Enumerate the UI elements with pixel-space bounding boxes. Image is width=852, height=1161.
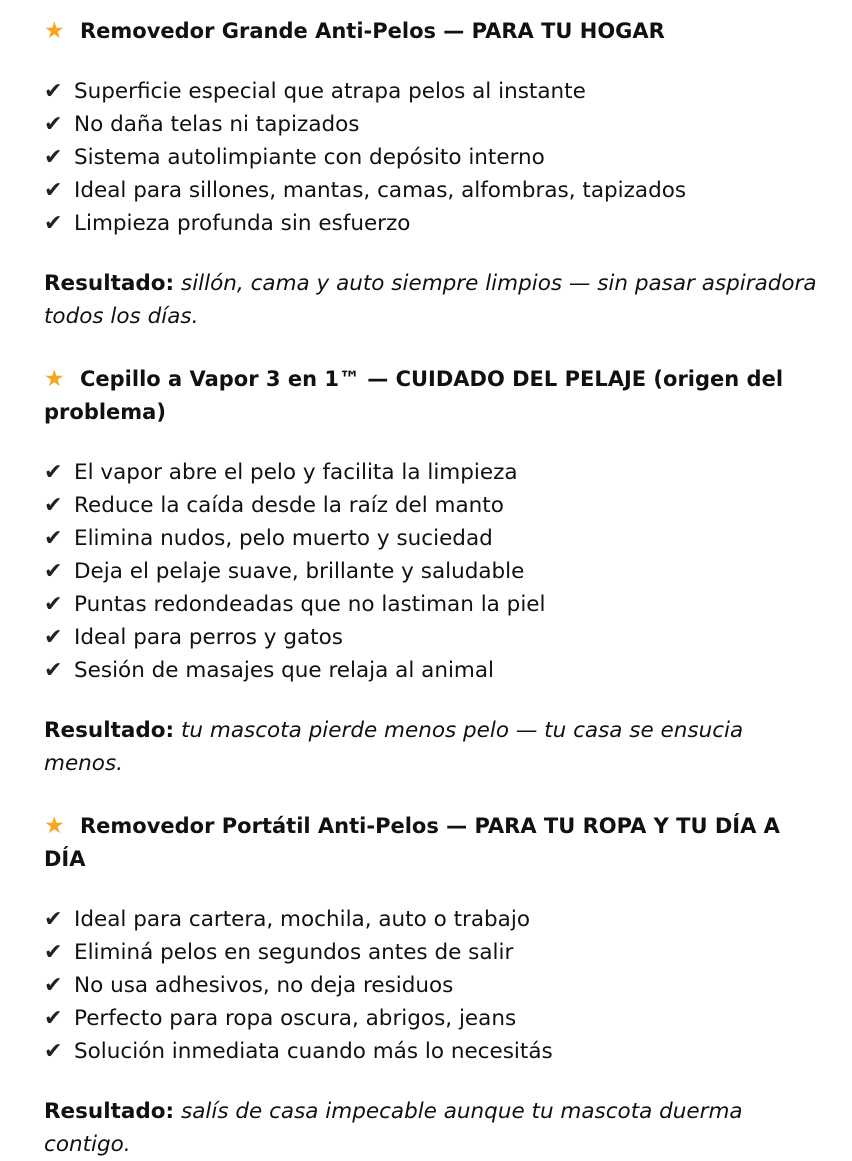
feature-list: [44, 903, 822, 1068]
checkmark-icon: ✔: [44, 907, 63, 932]
result-text: salís de casa impecable aunque tu mascota duerma contigo.: [44, 1099, 743, 1157]
list-item-text: El vapor abre el pelo y facilita la limpieza: [74, 460, 518, 485]
checkmark-icon: ✔: [44, 112, 63, 137]
checkmark-icon: ✔: [44, 559, 63, 584]
checkmark-icon: ✔: [44, 145, 63, 170]
section-title-text: Cepillo a Vapor 3 en 1™ — CUIDADO DEL PELAJE (origen del problema): [44, 367, 784, 424]
checkmark-icon: ✔: [44, 1039, 63, 1064]
list-item: [44, 75, 822, 108]
checkmark-icon: ✔: [44, 973, 63, 998]
list-item-text: Reduce la caída desde la raíz del manto: [74, 493, 504, 518]
checkmark-icon: ✔: [44, 460, 63, 485]
section-removedor-portatil: [44, 810, 822, 1161]
list-item-text: No usa adhesivos, no deja residuos: [74, 973, 454, 998]
list-item-text: Eliminá pelos en segundos antes de salir: [74, 940, 514, 965]
checkmark-icon: ✔: [44, 658, 63, 683]
list-item: [44, 522, 822, 555]
checkmark-icon: ✔: [44, 592, 63, 617]
section-title: [44, 810, 822, 876]
checkmark-icon: ✔: [44, 211, 63, 236]
result-paragraph: [44, 714, 822, 780]
section-title: [44, 15, 822, 48]
list-item: [44, 654, 822, 687]
feature-list: [44, 456, 822, 687]
result-label: Resultado:: [44, 1099, 175, 1124]
list-item-text: Solución inmediata cuando más lo necesitás: [74, 1039, 553, 1064]
result-text: sillón, cama y auto siempre limpios — sin pasar aspiradora todos los días.: [44, 271, 817, 329]
list-item-text: Elimina nudos, pelo muerto y suciedad: [74, 526, 493, 551]
list-item-text: Sistema autolimpiante con depósito interno: [74, 145, 545, 170]
checkmark-icon: ✔: [44, 526, 63, 551]
list-item: [44, 555, 822, 588]
list-item: [44, 1002, 822, 1035]
result-text: tu mascota pierde menos pelo — tu casa se ensucia menos.: [44, 718, 744, 776]
list-item-text: Puntas redondeadas que no lastiman la piel: [74, 592, 546, 617]
list-item-text: Superficie especial que atrapa pelos al instante: [74, 79, 586, 104]
list-item-text: Ideal para cartera, mochila, auto o trabajo: [74, 907, 530, 932]
list-item-text: Perfecto para ropa oscura, abrigos, jeans: [74, 1006, 517, 1031]
result-label: Resultado:: [44, 271, 175, 296]
list-item-text: Limpieza profunda sin esfuerzo: [74, 211, 411, 236]
list-item: [44, 621, 822, 654]
checkmark-icon: ✔: [44, 493, 63, 518]
section-removedor-grande: [44, 15, 822, 333]
star-icon: ★: [44, 366, 65, 392]
list-item: [44, 489, 822, 522]
list-item: [44, 969, 822, 1002]
checkmark-icon: ✔: [44, 79, 63, 104]
list-item: [44, 1035, 822, 1068]
list-item: [44, 903, 822, 936]
star-icon: ★: [44, 813, 65, 839]
feature-list: [44, 75, 822, 240]
section-title-text: Removedor Grande Anti-Pelos — PARA TU HOGAR: [80, 19, 665, 43]
list-item: [44, 108, 822, 141]
list-item: [44, 456, 822, 489]
result-label: Resultado:: [44, 718, 175, 743]
list-item: [44, 141, 822, 174]
result-paragraph: [44, 1095, 822, 1161]
list-item: [44, 588, 822, 621]
list-item-text: Sesión de masajes que relaja al animal: [74, 658, 495, 683]
section-title-text: Removedor Portátil Anti-Pelos — PARA TU ROPA Y TU DÍA A DÍA: [44, 814, 780, 871]
list-item-text: Deja el pelaje suave, brillante y saludable: [74, 559, 525, 584]
checkmark-icon: ✔: [44, 625, 63, 650]
list-item: [44, 207, 822, 240]
list-item-text: No daña telas ni tapizados: [74, 112, 360, 137]
section-cepillo-vapor: [44, 363, 822, 780]
result-paragraph: [44, 267, 822, 333]
list-item-text: Ideal para sillones, mantas, camas, alfombras, tapizados: [74, 178, 687, 203]
checkmark-icon: ✔: [44, 940, 63, 965]
checkmark-icon: ✔: [44, 178, 63, 203]
star-icon: ★: [44, 18, 65, 44]
section-title: [44, 363, 822, 429]
list-item: [44, 936, 822, 969]
list-item: [44, 174, 822, 207]
list-item-text: Ideal para perros y gatos: [74, 625, 343, 650]
checkmark-icon: ✔: [44, 1006, 63, 1031]
